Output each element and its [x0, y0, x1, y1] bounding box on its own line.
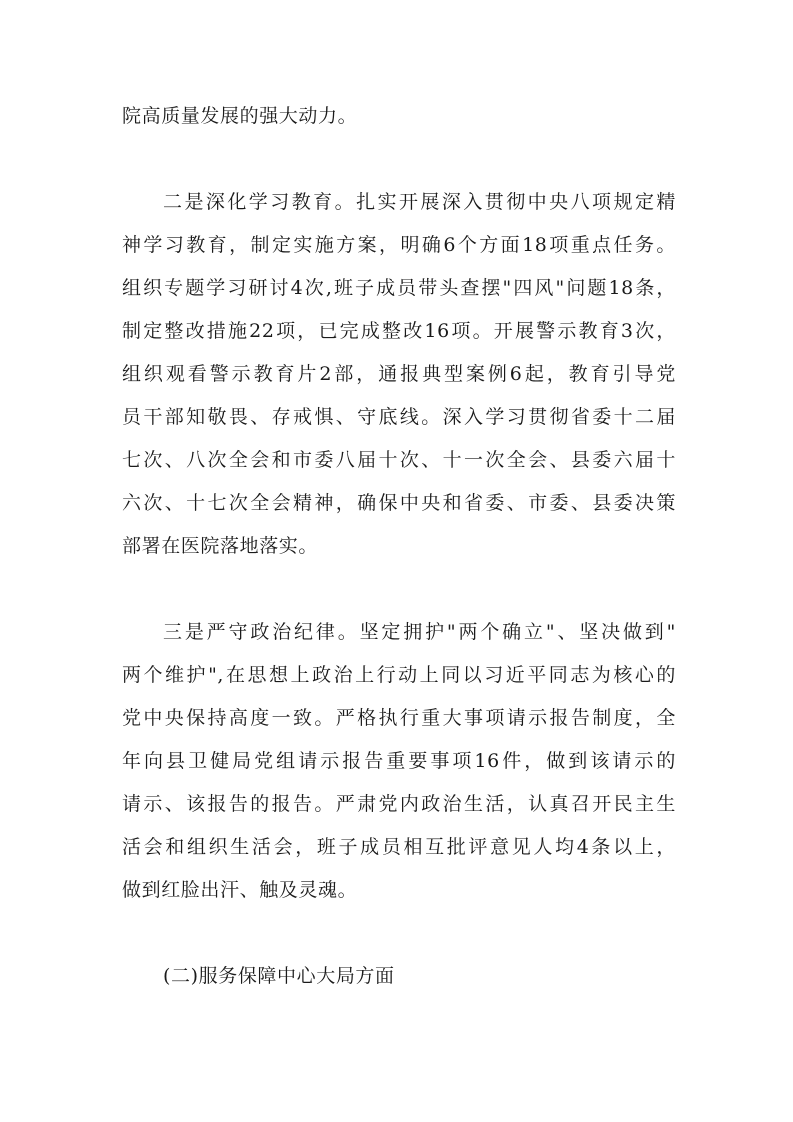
paragraph-2-line-6: 员干部知敬畏、存戒惧、守底线。深入学习贯彻省委十二届: [122, 406, 676, 428]
paragraph-3-line-3: 党中央保持高度一致。严格执行重大事项请示报告制度，全: [122, 707, 676, 729]
paragraph-2-line-8: 六次、十七次全会精神，确保中央和省委、市委、县委决策: [122, 492, 676, 514]
paragraph-2-line-2: 神学习教育，制定实施方案，明确6个方面18项重点任务。: [122, 234, 676, 256]
paragraph-3-line-4: 年向县卫健局党组请示报告重要事项16件，做到该请示的: [122, 750, 676, 772]
section-heading: (二)服务保障中心大局方面: [163, 965, 395, 987]
paragraph-3-line-7: 做到红脸出汗、触及灵魂。: [122, 879, 358, 901]
paragraph-3-line-6: 活会和组织生活会，班子成员相互批评意见人均4条以上，: [122, 836, 676, 858]
paragraph-2-line-7: 七次、八次全会和市委八届十次、十一次全会、县委六届十: [122, 449, 676, 471]
paragraph-2-line-5: 组织观看警示教育片2部，通报典型案例6起，教育引导党: [122, 363, 676, 385]
paragraph-2-line-1: 二是深化学习教育。扎实开展深入贯彻中央八项规定精: [163, 191, 676, 213]
paragraph-3-line-5: 请示、该报告的报告。严肃党内政治生活，认真召开民主生: [122, 793, 676, 815]
paragraph-2-line-3: 组织专题学习研讨4次,班子成员带头查摆"四风"问题18条，: [122, 277, 676, 299]
paragraph-3-line-2: 两个维护",在思想上政治上行动上同以习近平同志为核心的: [122, 664, 676, 686]
paragraph-3-line-1: 三是严守政治纪律。坚定拥护"两个确立"、坚决做到": [163, 621, 676, 643]
paragraph-2-line-4: 制定整改措施22项，已完成整改16项。开展警示教育3次，: [122, 320, 676, 342]
paragraph-1-line-1: 院高质量发展的强大动力。: [122, 105, 358, 127]
paragraph-2-line-9: 部署在医院落地落实。: [122, 535, 319, 557]
